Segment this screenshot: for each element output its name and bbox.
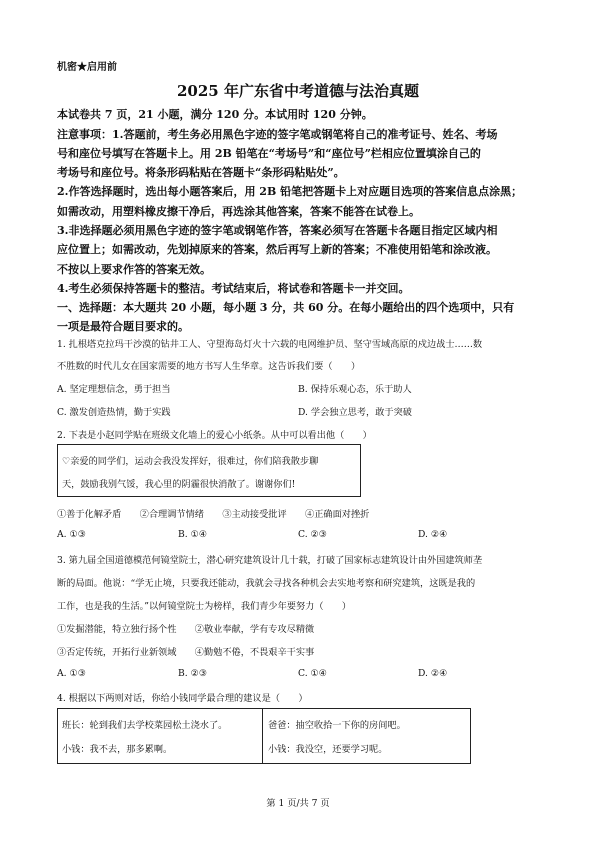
q2-statements: ①善于化解矛盾 ②合理调节情绪 ③主动接受批评 ④正确面对挫折 [57, 509, 370, 520]
page-title: 2025 年广东省中考道德与法治真题 [177, 82, 419, 100]
q4-left-line-1: 班长：轮到我们去学校菜园松土浇水了。 [62, 720, 228, 731]
q1-option-d: D. 学会独立思考，敢于突破 [298, 407, 412, 418]
q3-statements-2: ③否定传统，开拓行业新领域 ④勤勉不倦，不畏艰辛干实事 [57, 647, 315, 658]
q3-option-d: D. ②④ [418, 668, 448, 679]
q2-note-box [57, 444, 361, 497]
q2-option-a: A. ①③ [57, 529, 86, 540]
q2-note-line-2: 天，鼓励我别气馁，我心里的阴霾很快消散了。谢谢你们! [62, 479, 296, 490]
note-2-line-1: 2.作答选择题时，选出每小题答案后，用 2B 铅笔把答题卡上对应题目选项的答案信息点涂黑； [57, 185, 523, 198]
q3-option-c: C. ①④ [298, 668, 328, 679]
section-1-line-1: 一、选择题：本大题共 20 小题，每小题 3 分，共 60 分。在每小题给出的四个选项中，只有 [57, 301, 515, 314]
section-1-line-2: 一项是最符合题目要求的。 [57, 320, 189, 333]
q3-option-a: A. ①③ [57, 668, 86, 679]
q1-option-c: C. 激发创造热情，勤于实践 [57, 407, 171, 418]
q1-stem-line-1: 1. 扎根塔克拉玛干沙漠的钻井工人、守望海岛灯火十六载的电网维护员、坚守雪域高原的戍边战士……数 [57, 339, 483, 350]
note-1-line-2: 号和座位号填写在答题卡上。用 2B 铅笔在“考场号”和“座位号”栏相应位置填涂自己的 [57, 147, 481, 160]
q1-stem-line-2: 不胜数的时代儿女在国家需要的地方书写人生华章。这告诉我们要（ ） [57, 361, 361, 372]
q2-option-c: C. ②③ [298, 529, 328, 540]
q3-stem-line-2: 断的局面。他说：“学无止境，只要我还能动，我就会寻找各种机会去实地考察和研究建筑，这既是我的 [57, 578, 476, 589]
note-4-line-1: 4.考生必须保持答题卡的整洁。考试结束后，将试卷和答题卡一并交回。 [57, 282, 410, 295]
note-1-line-3: 考场号和座位号。将条形码粘贴在答题卡“条形码粘贴处”。 [57, 166, 345, 179]
q2-note-line-1: ♡亲爱的同学们，运动会我没发挥好，很难过，你们陪我散步聊 [62, 456, 319, 467]
intro-text: 本试卷共 7 页，21 小题，满分 120 分。本试用时 120 分钟。 [57, 108, 373, 121]
note-3-line-3: 不按以上要求作答的答案无效。 [57, 263, 211, 276]
note-3-line-1: 3.非选择题必须用黑色字迹的签字笔或钢笔作答，答案必须写在答题卡各题目指定区域内相 [57, 224, 498, 237]
q3-statements-1: ①发掘潜能，特立独行扬个性 ②敬业奉献，学有专攻尽精微 [57, 624, 315, 635]
q4-table-divider [262, 709, 263, 763]
note-3-line-2: 应位置上；如需改动，先划掉原来的答案，然后再写上新的答案；不准使用铅笔和涂改液。 [57, 243, 497, 256]
note-2-line-2: 如需改动，用塑料橡皮擦干净后，再选涂其他答案，答案不能答在试卷上。 [57, 205, 420, 218]
q4-left-line-2: 小钱：我不去，那多累啊。 [62, 744, 173, 755]
q2-stem: 2. 下表是小赵同学贴在班级文化墙上的爱心小纸条。从中可以看出他（ ） [57, 430, 372, 441]
q4-right-line-1: 爸爸：抽空收拾一下你的房间吧。 [268, 720, 406, 731]
q4-dialogue-table [57, 708, 471, 764]
q3-stem-line-1: 3. 第九届全国道德模范何镜堂院士，潜心研究建筑设计几十载，打破了国家标志建筑设计由外国建筑师垄 [57, 555, 483, 566]
page-footer: 第 1 页/共 7 页 [266, 798, 330, 809]
q4-right-line-2: 小钱：我没空，还要学习呢。 [268, 744, 388, 755]
q2-option-b: B. ①④ [178, 529, 208, 540]
secret-label: 机密★启用前 [57, 62, 117, 73]
q2-option-d: D. ②④ [418, 529, 448, 540]
q3-stem-line-3: 工作，也是我的生活。”以何镜堂院士为榜样，我们青少年要努力（ ） [57, 601, 352, 612]
q1-option-b: B. 保持乐观心态，乐于助人 [298, 384, 412, 395]
q4-stem: 4. 根据以下两则对话，你给小钱同学最合理的建议是（ ） [57, 693, 308, 704]
note-1-line-1: 注意事项：1.答题前，考生务必用黑色字迹的签字笔或钢笔将自己的准考证号、姓名、考场 [57, 128, 498, 141]
q1-option-a: A. 坚定理想信念，勇于担当 [57, 384, 171, 395]
q3-option-b: B. ②③ [178, 668, 208, 679]
